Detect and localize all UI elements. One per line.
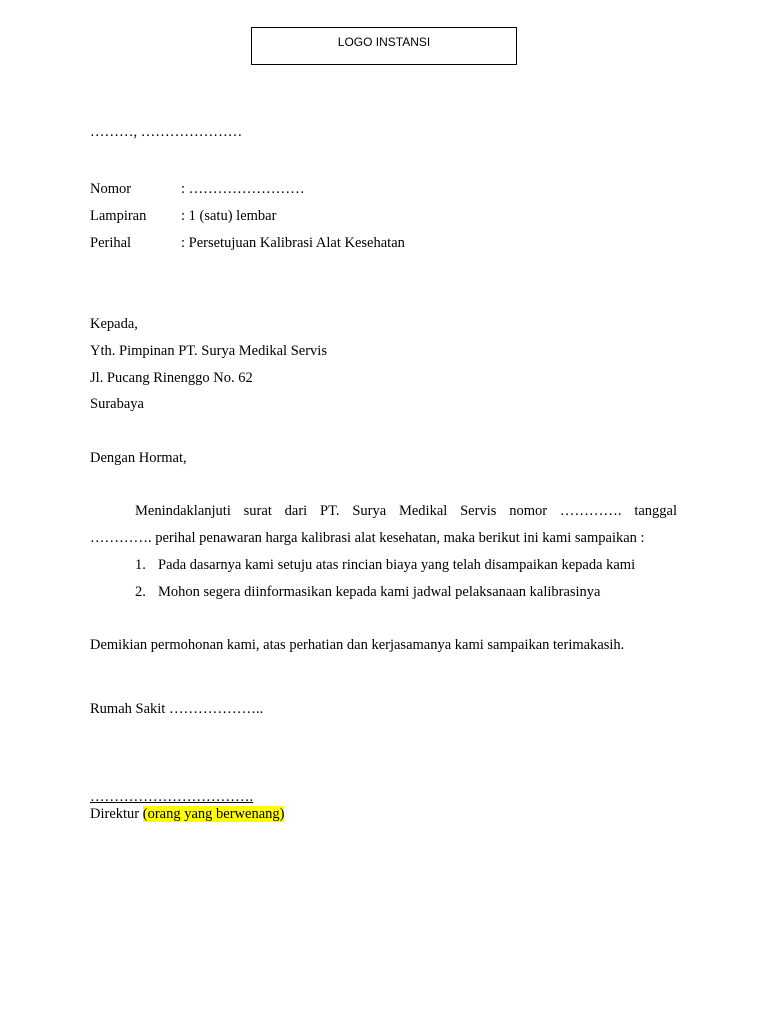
list-item (135, 557, 635, 574)
body-paragraph (90, 498, 677, 552)
signature-line: ……………………………. (90, 789, 254, 805)
meta-value: : …………………… (181, 181, 305, 197)
logo-text: LOGO INSTANSI (337, 35, 431, 49)
list-text: Mohon segera diinformasikan kepada kami jadwal pelaksanaan kalibrasinya (158, 584, 601, 600)
meta-label: Perihal (90, 235, 132, 251)
list-number: 2. (135, 584, 146, 600)
place-date-line: ………, ………………… (90, 124, 243, 140)
recipient-name: Yth. Pimpinan PT. Surya Medikal Servis (90, 343, 327, 359)
meta-label: Nomor (90, 181, 132, 197)
recipient-kepada: Kepada, (90, 316, 138, 332)
signer-note-highlight: (orang yang berwenang) (142, 806, 285, 822)
signer-block (90, 806, 284, 823)
recipient-street: Jl. Pucang Rinenggo No. 62 (90, 370, 253, 386)
signer-title: Direktur (90, 806, 140, 822)
meta-value: : Persetujuan Kalibrasi Alat Kesehatan (181, 235, 405, 251)
recipient-city: Surabaya (90, 396, 144, 412)
body-line-2: …………. perihal penawaran harga kalibrasi alat kesehatan, maka berikut ini kami sampaikan : (90, 530, 645, 546)
body-line-1: Menindaklanjuti surat dari PT. Surya Medikal Servis nomor …………. tanggal (135, 503, 677, 519)
list-text: Pada dasarnya kami setuju atas rincian biaya yang telah disampaikan kepada kami (158, 557, 636, 573)
meta-value: : 1 (satu) lembar (181, 208, 277, 224)
meta-label: Lampiran (90, 208, 147, 224)
salutation: Dengan Hormat, (90, 450, 187, 466)
list-item (135, 584, 601, 601)
closing-sentence: Demikian permohonan kami, atas perhatian dan kerjasamanya kami sampaikan terimakasih. (90, 637, 625, 653)
logo-placeholder (251, 27, 517, 65)
list-number: 1. (135, 557, 146, 573)
institution-name: Rumah Sakit ……………….. (90, 701, 264, 717)
